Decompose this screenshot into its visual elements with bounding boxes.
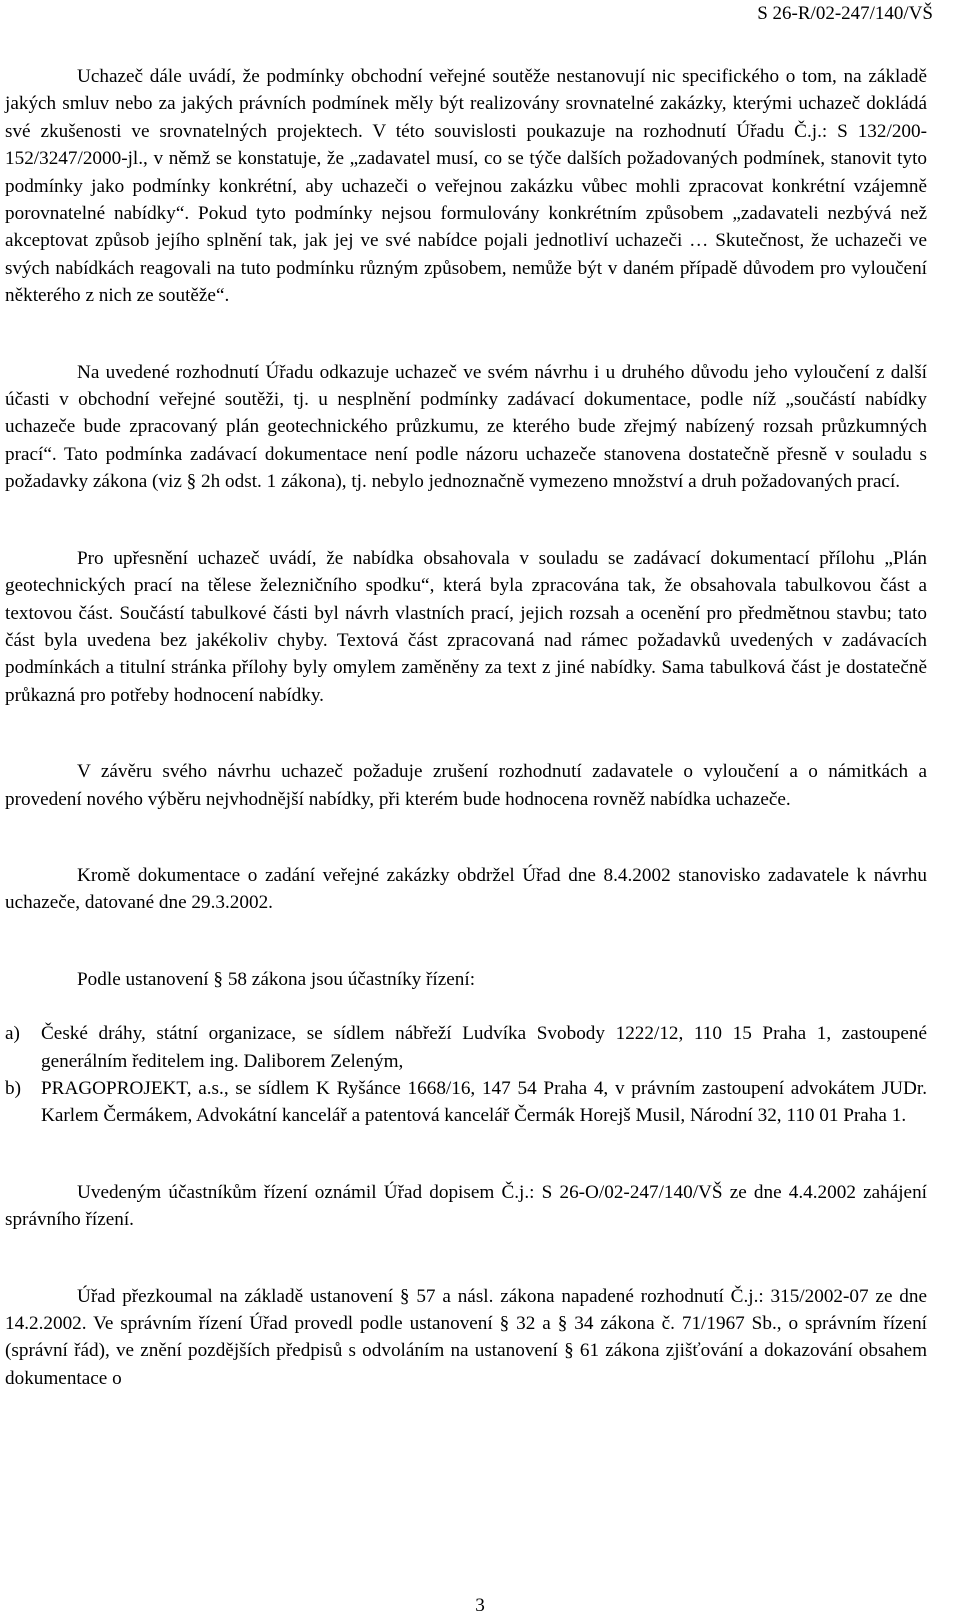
list-item-text: PRAGOPROJEKT, a.s., se sídlem K Ryšánce 1668/16, 147 54 Praha 4, v právním zastoupení advokátem JUDr. Karlem Čermákem, Advokátní kancelář a patentová kancelář Čermák Horejš Musil, Národní 32, 110 01 Praha 1. (41, 1077, 927, 1127)
list-item-text: České dráhy, státní organizace, se sídlem nábřeží Ludvíka Svobody 1222/12, 110 15 Praha 1, zastoupené generálním ředitelem ing. Daliborem Zeleným, (41, 1023, 927, 1072)
page-number: 3 (475, 1595, 485, 1616)
paragraph: Uchazeč dále uvádí, že podmínky obchodní veřejné soutěže nestanovují nic specifického o tom, na základě jakých smluv nebo za jakých právních podmínek měly být realizovány srovnatelné zakázky, kterými uchazeč dokládá své zkušenosti ve srovnatelných projektech. V této souvislosti poukazuje na rozhodnutí Úřadu Č.j.: S 132/200-152/3247/2000-jl., v němž se konstatuje, že „zadavatel musí, co se týče dalších požadovaných podmínek, stanovit tyto podmínky jako podmínky konkrétní, aby uchazeči o veřejnou zakázku vůbec mohli zpracovat konkrétní vzájemně porovnatelné nabídky“. Pokud tyto podmínky nejsou formulovány konkrétním způsobem „zadavateli nezbývá než akceptovat způsob jejího splnění tak, jak jej ve své nabídce pojali jednotliví uchazeči … Skutečnost, že uchazeči ve svých nabídkách reagovali na tuto podmínku různým způsobem, nemůže být v daném případě důvodem pro vyloučení některého z nich ze soutěže“. (5, 66, 927, 307)
paragraph: Na uvedené rozhodnutí Úřadu odkazuje uchazeč ve svém návrhu i u druhého důvodu jeho vyloučení z další účasti v obchodní veřejné soutěži, tj. u nesplnění podmínky zadávací dokumentace, podle níž „součástí nabídky uchazeče bude zpracovaný plán geotechnického průzkumu, ze kterého bude zřejmý nabízený rozsah průzkumných prací“. Tato podmínka zadávací dokumentace není podle názoru uchazeče stanovena dostatečně přesně v souladu s požadavky zákona (viz § 2h odst. 1 zákona), tj. nebylo jednoznačně vymezeno množství a druh požadovaných prací. (5, 361, 927, 493)
paragraph: Uvedeným účastníkům řízení oznámil Úřad dopisem Č.j.: S 26-O/02-247/140/VŠ ze dne 4.4.2002 zahájení správního řízení. (5, 1181, 927, 1231)
paragraph: Pro upřesnění uchazeč uvádí, že nabídka obsahovala v souladu se zadávací dokumentací přílohu „Plán geotechnických prací na tělese železničního spodku“, která byla zpracována tak, že obsahovala tabulkovou část a textovou část. Součástí tabulkové části byl návrh vlastních prací, jejich rozsah a ocenění pro předmětnou stavbu; tato část byla uvedena bez jakékoliv chyby. Textová část zpracovaná nad rámec požadavků uvedených v zadávacích podmínkách a titulní stránka přílohy byly omylem zaměněny za text z jiné nabídky. Sama tabulková část je dostatečně průkazná pro potřeby hodnocení nabídky. (5, 547, 927, 706)
paragraph: Podle ustanovení § 58 zákona jsou účastníky řízení: (77, 968, 476, 990)
paragraph: Kromě dokumentace o zadání veřejné zakázky obdržel Úřad dne 8.4.2002 stanovisko zadavatele k návrhu uchazeče, datované dne 29.3.2002. (5, 864, 927, 914)
paragraph: V závěru svého návrhu uchazeč požaduje zrušení rozhodnutí zadavatele o vyloučení a o námitkách a provedení nového výběru nejvhodnější nabídky, při kterém bude hodnocena rovněž nabídka uchazeče. (5, 761, 927, 810)
participants-list (5, 1020, 927, 1130)
paragraph: Úřad přezkoumal na základě ustanovení § 57 a násl. zákona napadené rozhodnutí Č.j.: 315/2002-07 ze dne 14.2.2002. Ve správním řízení Úřad provedl podle ustanovení § 32 a § 34 zákona č. 71/1967 Sb., o správním řízení (správní řád), ve znění pozdějších předpisů s odvoláním na ustanovení § 61 zákona zjišťování a dokazování obsahem dokumentace o (5, 1285, 927, 1389)
document-reference: S 26-R/02-247/140/VŠ (757, 3, 933, 24)
list-marker: a) (5, 1023, 20, 1045)
list-marker: b) (5, 1077, 21, 1099)
list-item (5, 1075, 927, 1130)
document-body (5, 63, 927, 1392)
list-item (5, 1020, 927, 1075)
